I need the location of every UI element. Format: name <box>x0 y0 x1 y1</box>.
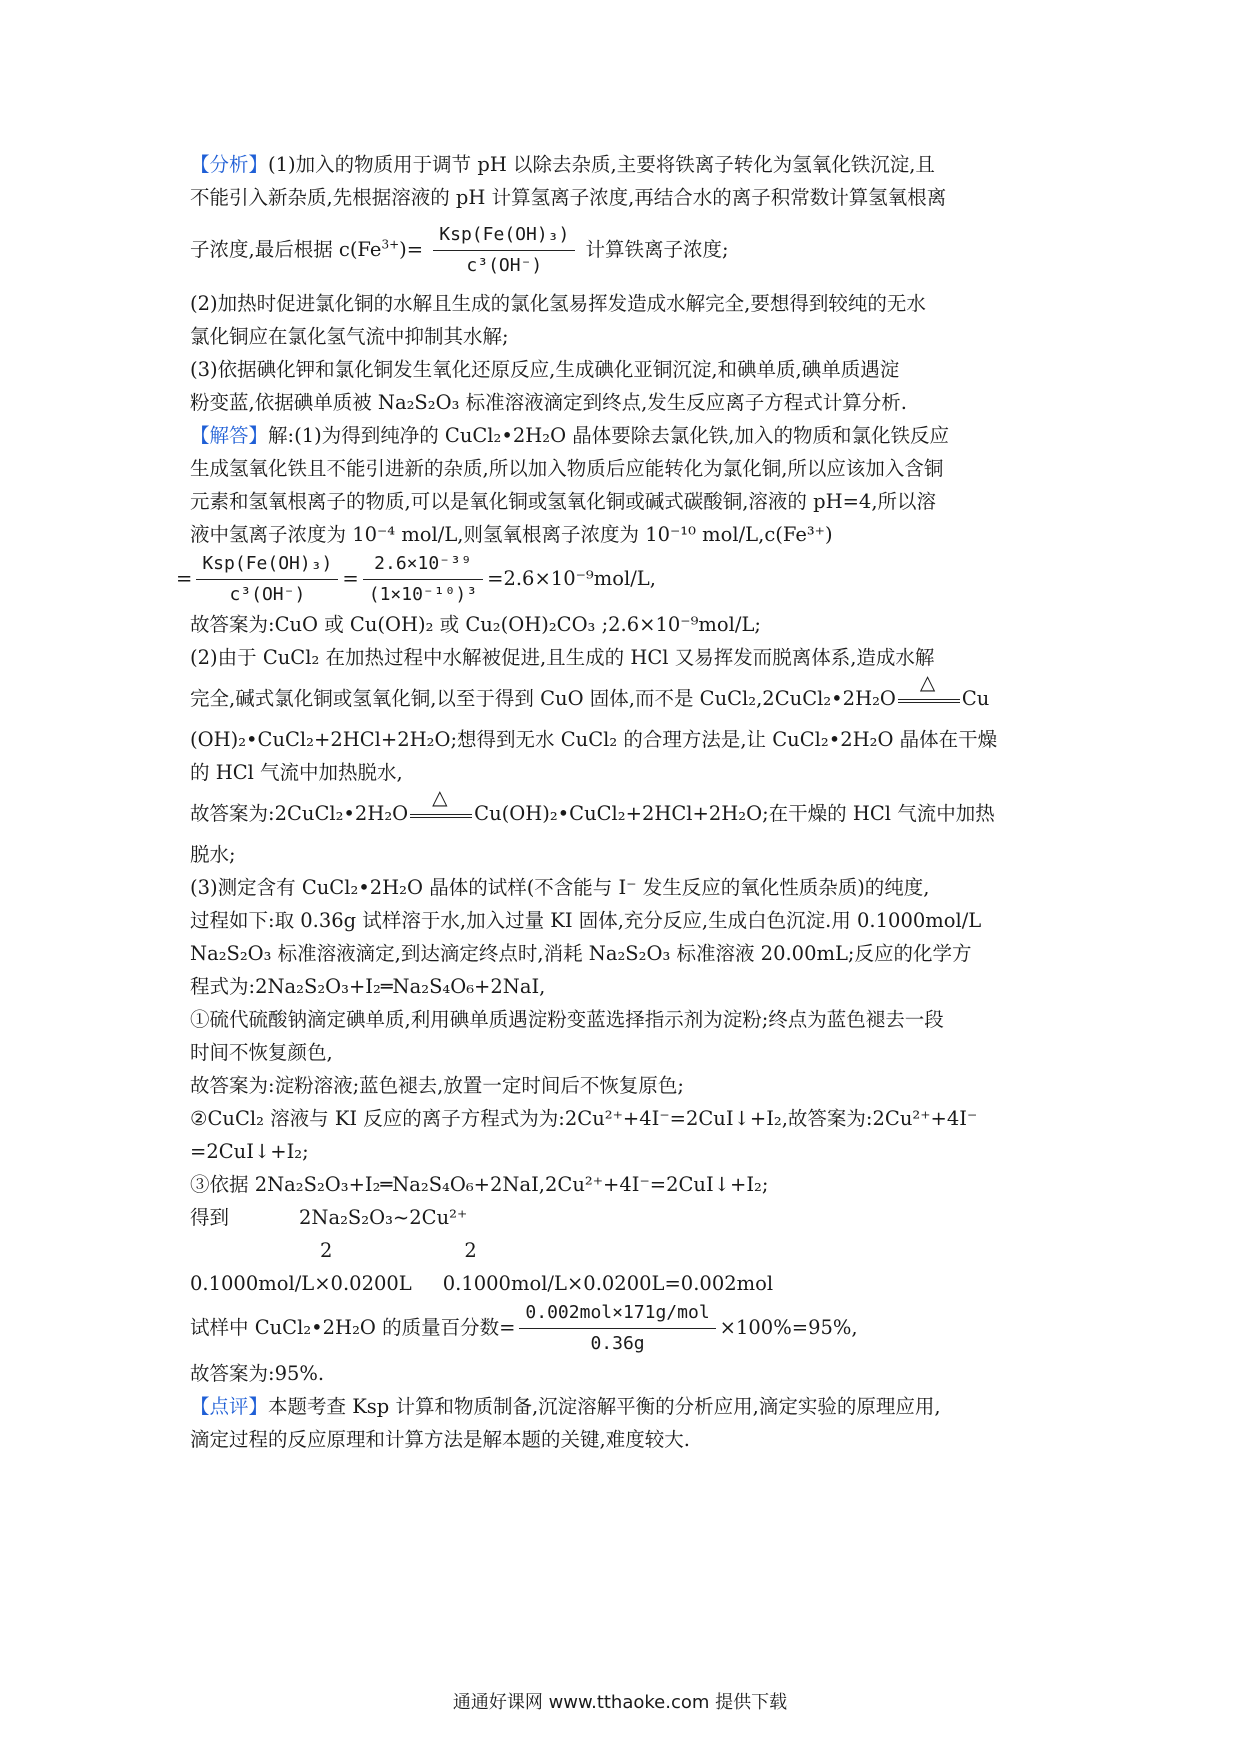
part3-line-6: 时间不恢复颜色, <box>190 1041 333 1064</box>
part3-line-2: 过程如下:取 0.36g 试样溶于水,加入过量 KI 固体,充分反应,生成白色沉淀.用 0.1000mol/L <box>190 909 982 932</box>
part3-line-8: ②CuCl₂ 溶液与 KI 反应的离子方程式为为:2Cu²⁺+4I⁻=2CuI↓+I₂,故答案为:2Cu²⁺+4I⁻ <box>190 1107 978 1130</box>
part3-line-3: Na₂S₂O₃ 标准溶液滴定,到达滴定终点时,消耗 Na₂S₂O₃ 标准溶液 20.00mL;反应的化学方 <box>190 942 972 965</box>
part2-line-1: (2)由于 CuCl₂ 在加热过程中水解被促进,且生成的 HCl 又易挥发而脱离体系,造成水解 <box>190 646 935 669</box>
part2-line-5: 故答案为:2CuCl₂•2H₂O △ Cu(OH)₂•CuCl₂+2HCl+2H₂O;在干燥的 HCl 气流中加热 <box>190 784 995 825</box>
analysis-line-7: 粉变蓝,依据碘单质被 Na₂S₂O₃ 标准溶液滴定到终点,发生反应离子方程式计算分析. <box>190 391 907 414</box>
part3-line-1: (3)测定含有 CuCl₂•2H₂O 晶体的试样(不含能与 I⁻ 发生反应的氧化性质杂质)的纯度, <box>190 876 930 899</box>
page-footer: 通通好课网 www.tthaoke.com 提供下载 <box>452 1692 788 1713</box>
answer-line-2: 生成氢氧化铁且不能引进新的杂质,所以加入物质后应能转化为氯化铜,所以应该加入含铜 <box>190 457 944 480</box>
analysis-tag: 【分析】 <box>190 153 269 176</box>
analysis-line-3: 子浓度,最后根据 $c(Fe^{3+})=$ $\frac{\text{Ksp(Fe(OH)₃)}}{\text{c³(OH⁻)}}$ 计算铁离子浓度; <box>190 222 1070 279</box>
answer-line-4: 液中氢离子浓度为 10⁻⁴ mol/L,则氢氧根离子浓度为 10⁻¹⁰ mol/L,c(Fe³⁺) <box>190 523 833 546</box>
analysis-line-4: (2)加热时促进氯化铜的水解且生成的氯化氢易挥发造成水解完全,要想得到较纯的无水 <box>190 292 926 315</box>
part3-relation: 得到 2Na₂S₂O₃~2Cu²⁺ <box>190 1206 468 1229</box>
part2-line-3: (OH)₂•CuCl₂+2HCl+2H₂O;想得到无水 CuCl₂ 的合理方法是,让 CuCl₂•2H₂O 晶体在干燥 <box>190 728 998 751</box>
answer-line-1: 【解答】解:(1)为得到纯净的 CuCl₂•2H₂O 晶体要除去氯化铁,加入的物质和氯化铁反应 <box>190 424 949 447</box>
solution-body <box>176 148 1070 1456</box>
part3-line-5: ①硫代硫酸钠滴定碘单质,利用碘单质遇淀粉变蓝选择指示剂为淀粉;终点为蓝色褪去一段 <box>190 1008 944 1031</box>
heat-arrow: △ <box>410 805 472 825</box>
review-line-2: 滴定过程的反应原理和计算方法是解本题的关键,难度较大. <box>190 1428 690 1451</box>
numeric-fraction: $\frac{\text{2.6×10⁻³⁹}}{\text{(1×10⁻¹⁰)³}}$ <box>363 551 483 608</box>
part3-line-10: ③依据 2Na₂S₂O₃+I₂═Na₂S₄O₆+2NaI,2Cu²⁺+4I⁻=2CuI↓+I₂; <box>190 1173 769 1196</box>
part2-line-2: 完全,碱式氯化铜或氢氧化铜,以至于得到 CuO 固体,而不是 CuCl₂,2CuCl₂•2H₂O △ Cu <box>190 669 990 710</box>
part3-coefficients: 2 2 <box>320 1239 477 1262</box>
answer-fraction-line: = $\frac{\text{Ksp(Fe(OH)₃)}}{\text{c³(OH⁻)}}$ = $\frac{\text{2.6×10⁻³⁹}}{\text{(1×10⁻¹⁰)³}}$ =2.6×10⁻⁹mol/L, <box>176 551 1070 608</box>
answer-result-1: 故答案为:CuO 或 Cu(OH)₂ 或 Cu₂(OH)₂CO₃ ;2.6×10⁻⁹mol/L; <box>190 613 761 636</box>
part3-line-7: 故答案为:淀粉溶液;蓝色褪去,放置一定时间后不恢复原色; <box>190 1074 684 1097</box>
part3-line-9: =2CuI↓+I₂; <box>190 1140 309 1163</box>
part3-percentage: 试样中 CuCl₂•2H₂O 的质量百分数= $\frac{\text{0.002mol×171g/mol}}{0.36g}$ ×100%=95%, <box>190 1300 1070 1357</box>
percentage-fraction: $\frac{\text{0.002mol×171g/mol}}{0.36g}$ <box>519 1300 715 1357</box>
analysis-line-1: 【分析】(1)加入的物质用于调节 pH 以除去杂质,主要将铁离子转化为氢氧化铁沉淀,且 <box>190 153 935 176</box>
answer-tag: 【解答】 <box>190 424 269 447</box>
part3-line-4: 程式为:2Na₂S₂O₃+I₂═Na₂S₄O₆+2NaI, <box>190 975 546 998</box>
ksp-fraction-2: $\frac{\text{Ksp(Fe(OH)₃)}}{\text{c³(OH⁻)}}$ <box>196 551 338 608</box>
analysis-line-2: 不能引入新杂质,先根据溶液的 pH 计算氢离子浓度,再结合水的离子积常数计算氢氧根离 <box>190 186 947 209</box>
analysis-line-6: (3)依据碘化钾和氯化铜发生氧化还原反应,生成碘化亚铜沉淀,和碘单质,碘单质遇淀 <box>190 358 900 381</box>
review-tag: 【点评】 <box>190 1395 269 1418</box>
analysis-line-5: 氯化铜应在氯化氢气流中抑制其水解; <box>190 325 509 348</box>
part2-line-4: 的 HCl 气流中加热脱水, <box>190 761 403 784</box>
answer-line-3: 元素和氢氧根离子的物质,可以是氧化铜或氢氧化铜或碱式碳酸铜,溶液的 pH=4,所以溶 <box>190 490 937 513</box>
part2-line-6: 脱水; <box>190 843 236 866</box>
ksp-fraction: $\frac{\text{Ksp(Fe(OH)₃)}}{\text{c³(OH⁻)}}$ <box>433 222 575 279</box>
review-line-1: 【点评】本题考查 Ksp 计算和物质制备,沉淀溶解平衡的分析应用,滴定实验的原理应用, <box>190 1395 941 1418</box>
part3-answer: 故答案为:95%. <box>190 1362 325 1385</box>
part3-amounts: 0.1000mol/L×0.0200L 0.1000mol/L×0.0200L=0.002mol <box>190 1272 774 1295</box>
heat-arrow: △ <box>898 690 960 710</box>
